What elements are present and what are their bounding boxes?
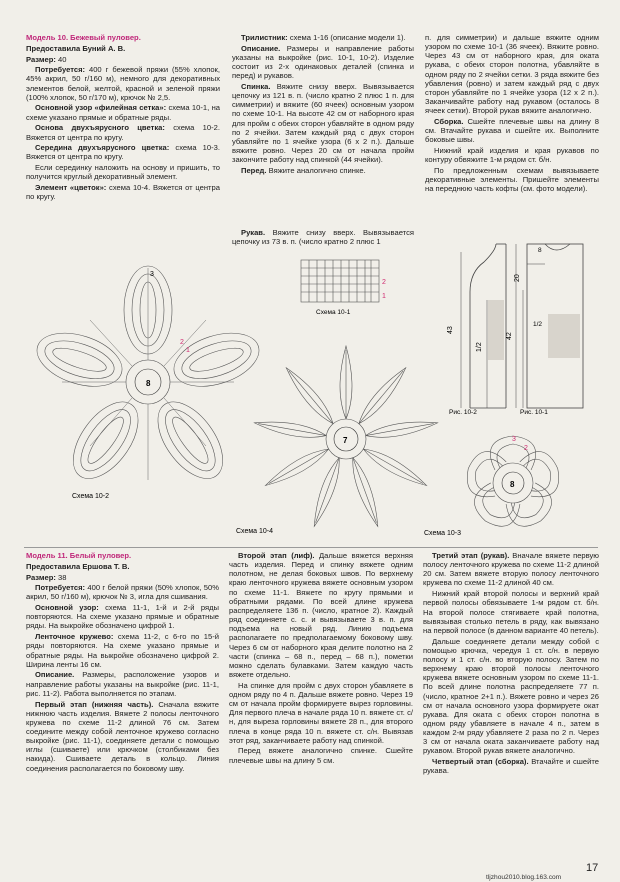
model10-back-text: Вяжите снизу вверх. Вывязывается цепочку из 121 в. п. (число кратно 2 плюс 1 п. для симметрии) и вяжите (60 ячеек) основным узором по схеме 10-1. На высоте 42 см от наборного края для пройм с обеих сторон убавляйте в одном ряду по 2 ячейки. Затем каждый ряд с двух сторон убавляйте по 1 ячейке узора (6 х 2 п.). Дальше вяжите ровно. Через 20 см от начала пройм закончите работу над спинкой (44 ячейки). — [232, 81, 414, 165]
model11-stage3-p3: Дальше соединяете детали между собой с помощью крючка, чередуя 1 ст. с/н. в первую полосу и 1 ст. с/н. во вторую полосу. Затем по верхнему краю второй полосы ленточного кружева вяжете основным узором по схеме 11-1. По всей длине полотна распределяете 77 п. (число, кратное 2+1 п.). Вяжете ровно и через 26 см от начала основного узора формируете окат рукава. Для оката с обеих сторон полотна в одном ряду убавляете в начале 4 п., затем в каждом 2-м ряду убавляете 2 раза по 2 п. Через 3 см от начала оката заканчиваете работу над рукавом. Второй рукав вяжете аналогично. — [423, 636, 599, 756]
scheme-10-3-row2: 2 — [524, 445, 528, 452]
model11-col1 — [26, 551, 219, 774]
scheme-10-2-row3: 3 — [150, 271, 154, 278]
scheme-10-3-label: Схема 10-3 — [424, 530, 462, 537]
model11-stage2-text: Дальше вяжется верхняя часть изделия. Перед и спинку вяжете одним полотном, не делая боковых швов. По верхнему краю ленточного кружева вяжете основным узором по схеме 11-1. Вяжете по кругу прямыми и обратными рядами. По всей длине кружева распределяете 136 п. (число, кратное 2). Каждый ряд соединяете с. с. и вывязываете 3 в. п. для подъема на новый ряд. Линию подъема располагаете по предполагаемому боковому шву. Через 6 см от наборного края делите полотно на 2 части (спинка – 68 п., перед – 68 п.), пометки можно сделать булавками. Затем каждую часть вяжете отдельно. — [229, 551, 413, 680]
model10-front-text: Вяжите аналогично спинке. — [268, 165, 366, 175]
fig-10-1-label: Рис. 10-1 — [520, 409, 548, 416]
scheme-10-1-row2: 2 — [382, 279, 386, 286]
scheme-10-1-row1: 1 — [382, 293, 386, 300]
model10-base-label: Основа двухъярусного цветка: — [35, 123, 165, 133]
site-watermark: tljzhou2010.blog.163.com — [486, 874, 562, 881]
fig-10-2-label: Рис. 10-2 — [449, 409, 477, 416]
scheme-10-1-chart — [301, 260, 379, 302]
model10-base-text: схема 10-2. Вяжется от центра по кругу. — [26, 123, 220, 142]
model10-sleeve-start: Вяжите снизу вверх. Вывязывается цепочку из 73 в. п. (число кратно 2 плюс 1 — [232, 228, 414, 247]
fig-10-1-8: 8 — [538, 247, 542, 254]
model10-main-text: схема 10-1, на схеме указано прямые и обратные ряды. — [26, 103, 220, 122]
model10-author: Предоставила Буний А. В. — [26, 43, 126, 53]
model10-elem-label: Элемент «цветок»: — [35, 183, 107, 193]
model10-tril-label: Трилистник: — [241, 33, 288, 42]
model11-stage2-label: Второй этап (лиф). — [238, 551, 315, 560]
model10-desc-label: Описание. — [241, 43, 281, 53]
model10-sleeve-cont: п. для симметрии) и дальше вяжите одним узором по схеме 10-1 (36 ячеек). Вяжите ровно. Через 43 см от наборного края, для оката рукава, с обеих сторон полотна, убавляйте в одном ряду по 2 ячейки сетки. 3 ряда вяжите без убавления (ровно) и затем каждый ряд с двух сторон убавляйте по 1 ячейке узора (12 х 2 п.). Заканчивайте работу над рукавом (осталось 8 ячеек сетки). Второй рукав вяжите аналогично. — [425, 33, 599, 116]
model10-edge-text: Нижний край изделия и края рукавов по контуру обвяжите 1-м рядом ст. б/н. — [425, 146, 599, 165]
scheme-10-2-row2: 2 — [180, 339, 184, 346]
scheme-10-1-label: Схема 10-1 — [316, 309, 351, 316]
model10-mid-text: схема 10-3. Вяжется от центра по кругу. — [26, 143, 220, 162]
model10-sleeve-label: Рукав. — [241, 228, 266, 237]
model10-mid-label: Середина двухъярусного цветка: — [35, 143, 170, 153]
model10-desc-text: Размеры и направление работы указаны на выкройке (рис. 10-1, 10-2). Изделие состоит из 2-х одинаковых деталей (спинка и перед) и рукавов. — [232, 43, 414, 81]
model11-col3 — [423, 551, 599, 777]
model10-size-label: Размер: — [26, 54, 56, 64]
model10-req-label: Потребуется: — [35, 65, 86, 75]
model11-shoulder-text: На спинке для пройм с двух сторон убавляете в одном ряду по 4 п. Дальше вяжете ровно. Через 19 см от начала пройм формируете вырез горловины. Для первого плеча в начале ряда 10 п. вяжете ст. с/н, для выреза горловины вяжете 28 п., для второго плеча в конце ряда 10 п. вяжете ст. с/н. Вывязав этот ряд, заканчиваете работу над спинкой. — [229, 680, 413, 745]
fig-10-1-filet-area — [548, 314, 580, 358]
model10-mid-note: Если серединку наложить на основу и пришить, то получится круглый декоративный элемент. — [26, 163, 220, 182]
model11-stage4-label: Четвертый этап (сборка). — [432, 757, 529, 767]
model11-size-label: Размер: — [26, 572, 56, 582]
fig-10-2-43: 43 — [447, 326, 454, 334]
model11-main-label: Основной узор: — [35, 603, 99, 613]
model11-desc-text: Размеры, расположение узоров и направление работы указаны на выкройке (рис. 11-1, рис. 11-2). Работа выполняется по этапам. — [26, 670, 219, 698]
scheme-10-2-diagram — [30, 266, 265, 490]
model11-desc-label: Описание. — [35, 670, 75, 680]
model10-req-text: 400 г бежевой пряжи (55% хлопок, 45% акрил, 50 г/160 м), немного для декоративных элементов белой, желтой, красной и зеленой пряжи (100% хлопок, 50 г/170 м), крючок № 2,5. — [26, 65, 220, 102]
fig-10-2-filet-area — [488, 300, 504, 360]
model11-stage3-p2: Нижний край второй полосы и верхний край первой полосы обвязываете 1-м рядом ст. б/н. На второй полосе стягиваете край полотна, вывязывая столько петель в ряду, как вывязано на первой полосе (в данном варианте 40 петель). — [423, 589, 599, 635]
fig-10-2-half: 1/2 — [476, 342, 483, 352]
model11-req-text: 400 г белой пряжи (50% хлопок, 50% акрил, 50 г/160 м), крючок № 3, игла для сшивания. — [26, 583, 219, 602]
model10-elem-text: схема 10-4. Вяжется от центра по кругу. — [26, 183, 220, 202]
model11-stage1-text: Сначала вяжите нижнюю часть изделия. Вяжете 2 полосы ленточного кружева по схеме 11-2 длиной 76 см. Затем соедините между собой ленточное кружево согласно выкройке (рис. 11-1), соединяете детали с помощью иглы (сшиваете) или крючком (столбиками без накида). Сшиваете деталь в кольцо. Линия соединения располагается по боковому шву. — [26, 699, 219, 773]
model10-assembly-text: Сшейте плечевые швы на длину 8 см. Втачайте рукава и сшейте их. Выполните боковые швы. — [425, 117, 599, 145]
scheme-10-3-center: 8 — [510, 480, 515, 489]
model-separator — [24, 547, 598, 548]
model10-back-label: Спинка. — [241, 81, 271, 91]
scheme-10-3-row3: 3 — [512, 436, 516, 443]
model10-size-value: 40 — [58, 54, 67, 64]
model10-front-label: Перед. — [241, 165, 267, 175]
fig-10-1-42: 42 — [506, 332, 513, 340]
model11-title: Модель 11. Белый пуловер. — [26, 551, 132, 560]
fig-10-1-half: 1/2 — [533, 321, 543, 328]
fig-10-1-20: 20 — [514, 274, 521, 282]
model11-lace-text: схема 11-2, с 6-го по 15-й ряды повторяются. На схеме указано прямые и обратные ряды. На выкройке обозначено цифрой 2. Ширина ленты 16 см. — [26, 632, 219, 669]
model10-title: Модель 10. Бежевый пуловер. — [26, 33, 141, 42]
model11-lace-label: Ленточное кружево: — [35, 632, 114, 642]
model10-tril-text: схема 1-16 (описание модели 1). — [289, 33, 406, 42]
model11-main-text: схема 11-1, 1-й и 2-й ряды повторяются. На схеме указано прямые и обратные ряды. На выкройке обозначено цифрой 1. — [26, 603, 219, 631]
model11-stage4-text: Втачайте и сшейте рукава. — [423, 757, 599, 776]
model11-col2 — [229, 551, 413, 766]
scheme-10-4-label: Схема 10-4 — [236, 528, 274, 535]
model11-stage1-label: Первый этап (нижняя часть). — [35, 699, 154, 709]
model11-req-label: Потребуется: — [35, 583, 86, 593]
scheme-10-2-label: Схема 10-2 — [72, 493, 110, 500]
model11-stage3-text: Вначале вяжете первую полосу ленточного кружева по схеме 11-2 длиной 20 см. Затем вяжете вторую полосу ленточного кружева по схеме 11-2 длиной 40 см. — [423, 551, 599, 588]
scheme-10-2-row1: 1 — [186, 347, 190, 354]
model10-assembly-label: Сборка. — [434, 117, 464, 126]
model10-main-label: Основной узор «филейная сетка»: — [35, 103, 167, 113]
model11-stage3-label: Третий этап (рукав). — [432, 551, 510, 560]
model10-decor-text: По предложенным схемам вывязываете декоративные элементы. Пришейте элементы на переднюю часть кофты (см. фото модели). — [425, 165, 599, 194]
scheme-10-4-center: 7 — [343, 436, 348, 445]
model11-front-text: Перед вяжете аналогично спинке. Сшейте плечевые швы на длину 5 см. — [229, 746, 413, 765]
model11-size-value: 38 — [58, 572, 67, 582]
model11-author: Предоставила Ершова Т. В. — [26, 561, 130, 571]
page-number: 17 — [586, 862, 599, 874]
scheme-10-2-center: 8 — [146, 379, 151, 388]
